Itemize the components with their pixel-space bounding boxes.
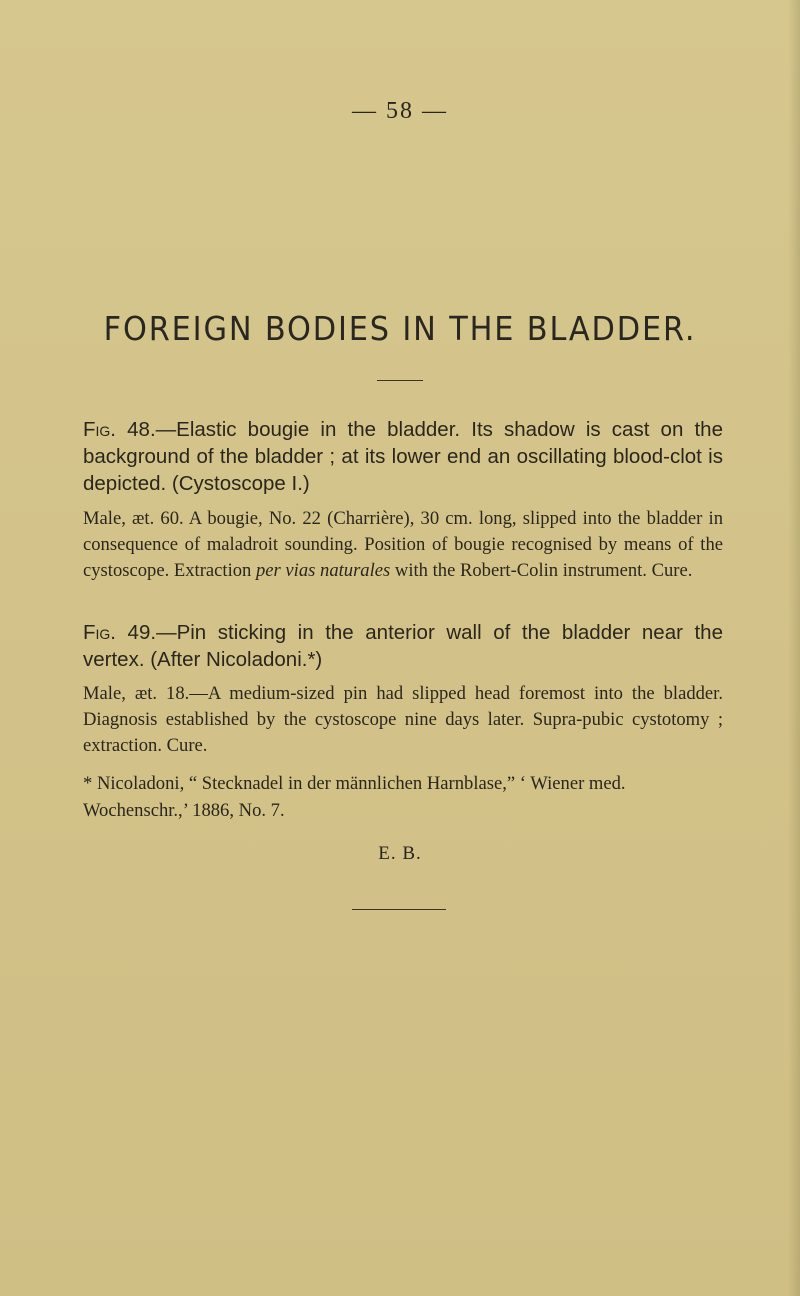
fig48-body-italic: per vias naturales	[255, 560, 391, 581]
fig48-body-part2: with the Robert-Colin instrument. Cure.	[390, 560, 693, 581]
fig49-caption	[83, 619, 723, 673]
fig48-body-part1: Male, æt. 60. A bougie, No. 22 (Charrière), 30 cm. long, slipped into the bladder in consequence of maladroit sounding. Position of bougie recognised by means of the cystoscope. Extraction	[83, 508, 723, 581]
fig49-caption-text: —Pin sticking in the anterior wall of the bladder near the vertex. (After Nicoladoni.*)	[83, 621, 723, 671]
end-divider	[352, 909, 446, 910]
fig49-case	[83, 681, 723, 759]
fig48-section	[83, 416, 723, 497]
fig48-case	[83, 506, 723, 584]
footnote: * Nicoladoni, “ Stecknadel in der männlichen Harnblase,” ‘ Wiener med. Wochenschr.,’ 1886, No. 7.	[83, 773, 626, 821]
signature: E. B.	[378, 843, 422, 864]
fig49-label: Fig. 49.	[83, 621, 157, 644]
fig48-label: Fig. 48.	[83, 418, 156, 441]
title-divider	[377, 380, 423, 381]
page-number: — 58 —	[352, 98, 448, 124]
fig48-caption-text: —Elastic bougie in the bladder. Its shadow is cast on the background of the bladder ; at its lower end an oscillating blood-clot is depicted. (Cystoscope I.)	[83, 418, 723, 495]
fig49-body: Male, æt. 18.—A medium-sized pin had slipped head foremost into the bladder. Diagnosis established by the cystoscope nine days later. Supra-pubic cystotomy ; extraction. Cure.	[83, 683, 723, 756]
fig48-caption	[83, 416, 723, 497]
page-edge-shadow	[788, 0, 800, 1296]
fig48-body	[83, 506, 723, 584]
page-title: FOREIGN BODIES IN THE BLADDER.	[103, 309, 697, 348]
footnote-section	[83, 770, 723, 824]
fig49-section	[83, 619, 723, 673]
